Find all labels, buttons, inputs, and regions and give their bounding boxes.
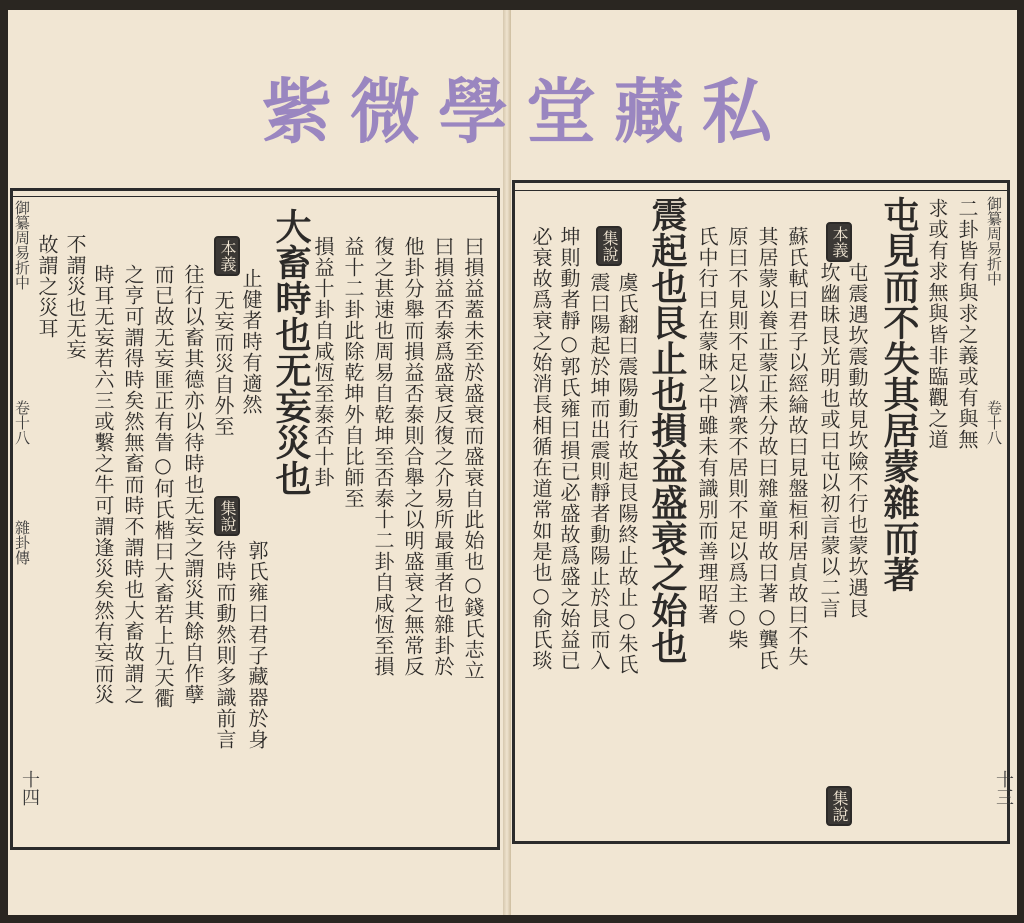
heading-column: 屯見而不失其居蒙雜而著	[878, 196, 920, 592]
stamp-char: 堂	[526, 69, 596, 153]
stamp-char: 紫	[262, 69, 332, 153]
text-column: 其居蒙以養正蒙正未分故曰雜童明故曰著○龔氏	[755, 226, 779, 671]
stamp-char: 藏	[614, 69, 684, 153]
jishuo-column: 待時而動然則多識前言	[213, 540, 237, 750]
text-column: 損益十卦自咸恆至泰否十卦	[311, 236, 335, 488]
jishuo-badge: 集說	[214, 496, 240, 536]
jishuo-column: 郭氏雍曰君子藏器於身	[245, 540, 269, 750]
text-column: 原曰不見則不足以濟衆不居則不足以爲主○柴	[725, 226, 749, 650]
text-column: 時耳无妄若六三或繫之牛可謂逢災矣然有妄而災	[91, 264, 115, 705]
text-column: 氏中行曰在蒙昧之中雖未有識別而善理昭著	[695, 226, 719, 625]
benyi-badge: 本義	[214, 236, 240, 276]
left-margin-section: 雜卦傳	[13, 520, 31, 565]
text-column: 益十二卦此除乾坤外自比師至	[341, 236, 365, 509]
right-page-number: 十三	[993, 770, 1014, 806]
stamp-char: 微	[350, 69, 420, 153]
right-margin-volume: 卷十八	[985, 400, 1003, 445]
jishuo-badge: 集說	[826, 786, 852, 826]
jishuo-badge: 集說	[596, 226, 622, 266]
left-margin-volume: 卷十八	[13, 400, 31, 445]
text-column: 蘇氏軾曰君子以經綸故曰見盤桓利居貞故曰不失	[785, 226, 809, 667]
text-column: 震曰陽起於坤而出震則靜者動陽止於艮而入	[587, 272, 611, 671]
left-frame-rule	[10, 196, 500, 197]
text-column: 必衰故爲衰之始消長相循在道常如是也○俞氏琰	[529, 226, 553, 671]
collector-stamp	[262, 58, 772, 154]
benyi-column: 坎幽昧艮光明也或曰屯以初言蒙以二言	[817, 262, 841, 619]
text-column: 故謂之災耳	[35, 234, 59, 339]
text-column: 坤則動者靜○郭氏雍曰損已必盛故爲盛之始益已	[557, 226, 581, 671]
stamp-char: 學	[438, 69, 508, 153]
benyi-column: 无妄而災自外至	[211, 290, 235, 437]
stamp-char: 私	[702, 69, 772, 153]
heading-column: 震起也艮止也損益盛衰之始也	[646, 196, 688, 664]
text-column: 往行以畜其德亦以待時也无妄之謂災其餘自作孽	[181, 264, 205, 705]
text-column: 不謂災也无妄	[63, 234, 87, 360]
left-page-number: 十四	[19, 770, 40, 806]
text-column: 曰損益蓋未至於盛衰而盛衰自此始也○錢氏志立	[461, 236, 485, 681]
left-margin-title: 御纂周易折中	[13, 200, 31, 290]
benyi-column: 屯震遇坎震動故見坎險不行也蒙坎遇艮	[845, 262, 869, 619]
text-column: 曰損益否泰爲盛衰反復之介易所最重者也雜卦於	[431, 236, 455, 677]
right-margin-title: 御纂周易折中	[985, 196, 1003, 286]
text-column: 虞氏翻曰震陽動行故起艮陽終止故止○朱氏	[615, 272, 639, 675]
benyi-column: 止健者時有適然	[239, 268, 263, 415]
right-frame-rule	[512, 190, 1010, 191]
text-column: 之亨可謂得時矣然無畜而時不謂時也大畜故謂之	[121, 264, 145, 705]
text-column: 復之甚速也周易自乾坤至否泰十二卦自咸恆至損	[371, 236, 395, 677]
heading-column: 大畜時也无妄災也	[270, 208, 312, 496]
benyi-badge: 本義	[826, 222, 852, 262]
text-column: 求或有求無與皆非臨觀之道	[925, 198, 949, 450]
text-column: 而已故无妄匪正有眚○何氏楷曰大畜若上九天衢	[151, 264, 175, 709]
text-column: 他卦分舉而損益否泰則合舉之以明盛衰之無常反	[401, 236, 425, 677]
text-column: 二卦皆有與求之義或有與無	[955, 198, 979, 450]
